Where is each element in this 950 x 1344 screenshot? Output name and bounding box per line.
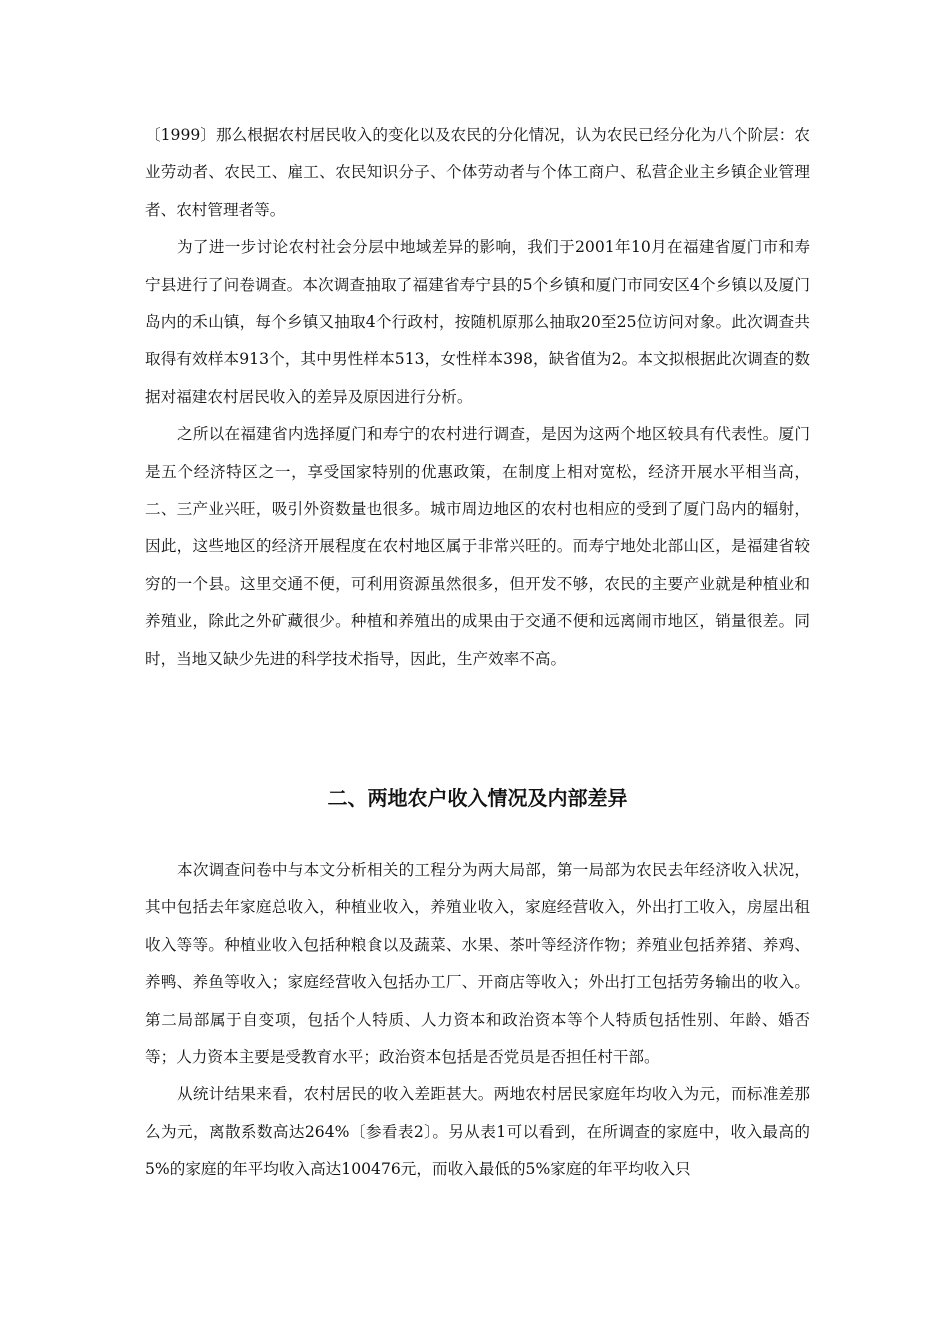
section-2-body [145, 852, 810, 1189]
paragraph-region-selection: 之所以在福建省内选择厦门和寿宁的农村进行调查，是因为这两个地区较具有代表性。厦门是五个经济特区之一，享受国家特别的优惠政策，在制度上相对宽松，经济开展水平相当高，二、三产业兴旺，吸引外资数量也很多。城市周边地区的农村也相应的受到了厦门岛内的辐射，因此，这些地区的经济开展程度在农村地区属于非常兴旺的。而寿宁地处北部山区，是福建省较穷的一个县。这里交通不便，可利用资源虽然很多，但开发不够，农民的主要产业就是种植业和养殖业，除此之外矿藏很少。种植和养殖出的成果由于交通不便和远离闹市地区，销量很差。同时，当地又缺少先进的科学技术指导，因此，生产效率不高。 [145, 425, 810, 668]
paragraph-income-gap: 从统计结果来看，农村居民的收入差距甚大。两地农村居民家庭年均收入为元，而标准差那么为元，离散系数高达264%〔参看表2〕。另从表1可以看到，在所调查的家庭中，收入最高的5%的家庭的年平均收入高达100476元，而收入最低的5%家庭的年平均收入只 [145, 1085, 810, 1179]
section-1-body [145, 117, 810, 678]
paragraph-survey-description: 为了进一步讨论农村社会分层中地域差异的影响，我们于2001年10月在福建省厦门市和寿宁县进行了问卷调查。本次调查抽取了福建省寿宁县的5个乡镇和厦门市同安区4个乡镇以及厦门岛内的禾山镇，每个乡镇又抽取4个行政村，按随机原那么抽取20至25位访问对象。此次调查共取得有效样本913个，其中男性样本513，女性样本398，缺省值为2。本文拟根据此次调查的数据对福建农村居民收入的差异及原因进行分析。 [145, 238, 810, 406]
section-heading: 二、两地农户收入情况及内部差异 [327, 786, 628, 810]
paragraph-questionnaire-items: 本次调查问卷中与本文分析相关的工程分为两大局部，第一局部为农民去年经济收入状况，其中包括去年家庭总收入，种植业收入，养殖业收入，家庭经营收入，外出打工收入，房屋出租收入等等。种植业收入包括种粮食以及蔬菜、水果、茶叶等经济作物；养殖业包括养猪、养鸡、养鸭、养鱼等收入；家庭经营收入包括办工厂、开商店等收入；外出打工包括劳务输出的收入。第二局部属于自变项，包括个人特质、人力资本和政治资本等个人特质包括性别、年龄、婚否等；人力资本主要是受教育水平；政治资本包括是否党员是否担任村干部。 [145, 861, 810, 1067]
paragraph-stratification-continued: 〔1999〕那么根据农村居民收入的变化以及农民的分化情况，认为农民已经分化为八个阶层：农业劳动者、农民工、雇工、农民知识分子、个体劳动者与个体工商户、私营企业主乡镇企业管理者、农村管理者等。 [145, 126, 810, 219]
